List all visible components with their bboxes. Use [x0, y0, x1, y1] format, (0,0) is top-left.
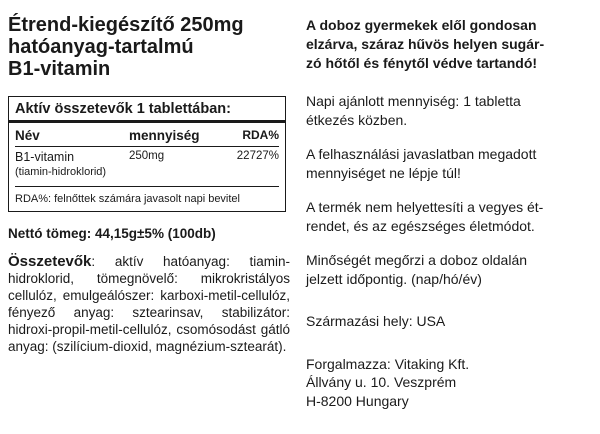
title-line: B1-vitamin	[8, 58, 111, 80]
dosage-limit-text	[306, 145, 592, 182]
text-line: Minőségét megőrzi a doboz oldalán	[306, 252, 528, 268]
warning-line: A doboz gyermekek elől gondosan	[306, 17, 537, 33]
cell-rda: 22727%	[236, 150, 279, 162]
column-header-name: Név	[15, 128, 40, 143]
ingredient-name: B1-vitamin	[15, 150, 75, 164]
ingredients-list	[8, 253, 290, 355]
column-header-rda: RDA%	[242, 128, 279, 142]
dosage-text	[306, 92, 592, 129]
warning-line: elzárva, száraz hűvös helyen sugár-	[306, 36, 545, 52]
ingredients-label: Összetevők	[8, 253, 92, 270]
text-line: A felhasználási javaslatban megadott	[306, 146, 537, 162]
title-line: Étrend-kiegészítő 250mg	[8, 14, 244, 36]
active-ingredients-table	[8, 96, 286, 212]
table-header-row	[15, 123, 279, 147]
table-heading: Aktív összetevők 1 tablettában:	[9, 101, 285, 123]
shelf-life-text	[306, 251, 592, 288]
right-column	[306, 16, 592, 410]
ingredient-form: (tiamin-hidroklorid)	[15, 166, 107, 178]
title-line: hatóanyag-tartalmú	[8, 36, 194, 58]
distributor-text	[306, 355, 592, 411]
storage-warning	[306, 16, 592, 73]
text-line: Forgalmazza: Vitaking Kft.	[306, 355, 470, 372]
text-line: mennyiséget ne lépje túl!	[306, 164, 461, 181]
diet-substitute-text	[306, 198, 592, 235]
origin-text: Származási hely: USA	[306, 313, 446, 329]
text-line: Állvány u. 10. Veszprém	[306, 374, 457, 390]
text-line: rendet, és az egészséges életmódot.	[306, 217, 535, 234]
cell-name	[15, 150, 129, 180]
table-row	[15, 147, 279, 187]
text-line: étkezés közben.	[306, 111, 408, 128]
ingredients-text: : aktív hatóanyag: tiamin-hidroklorid, tömegnövelő: mikrokristályos cellulóz, emulgeálószer: karboxi-metil-cellulóz, fényező anyag: sztearinsav, stabilizátor: hidroxi-propil-metil-cellulóz, csomósodást gátló anyag: (szilícium-dioxid, magnézium-sztearát).	[8, 254, 290, 354]
text-line: jelzett időpontig. (nap/hó/év)	[306, 270, 482, 287]
column-header-amount: mennyiség	[129, 128, 200, 143]
text-line: A termék nem helyettesíti a vegyes ét-	[306, 199, 544, 215]
net-weight: Nettó tömeg: 44,15g±5% (100db)	[8, 226, 216, 241]
text-line: Napi ajánlott mennyiség: 1 tabletta	[306, 93, 521, 109]
warning-line: zó hőtől és fénytől védve tartandó!	[306, 55, 538, 71]
product-title	[8, 14, 290, 80]
cell-amount: 250mg	[129, 150, 165, 162]
left-column	[8, 14, 290, 355]
text-line: H-8200 Hungary	[306, 392, 409, 409]
table-footnote: RDA%: felnőttek számára javasolt napi bevitel	[15, 193, 240, 205]
